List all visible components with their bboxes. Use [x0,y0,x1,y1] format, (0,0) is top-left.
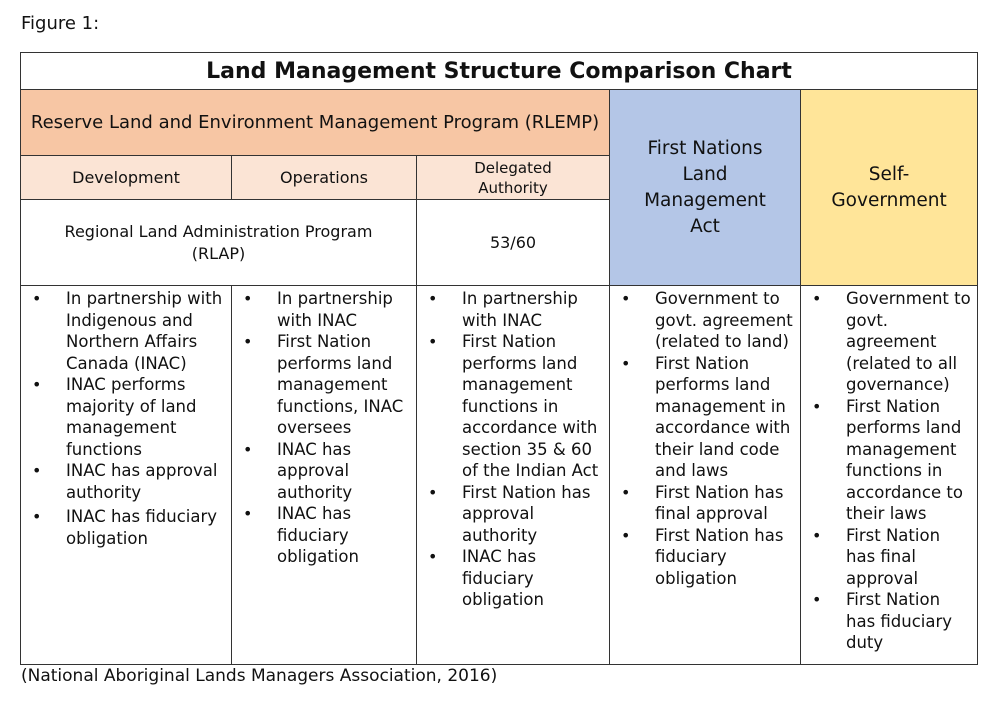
fnlma-header [610,90,801,286]
development-bullets [21,286,232,665]
list-item: • Government to govt. agreement (related to all governance) [801,288,973,396]
list-item: • First Nation has fiduciary duty [801,589,973,654]
development-header: Development [21,156,232,200]
list-item: • First Nation performs land management functions, INAC oversees [232,331,412,439]
list-item: • First Nation performs land management in accordance with their land code and laws [610,353,796,482]
list-item: • In partnership with INAC [232,288,412,331]
bullet-list [801,286,977,654]
self-government-header [801,90,978,286]
list-item: • INAC has fiduciary obligation [232,503,412,568]
list-item: • INAC has approval authority [21,460,227,503]
list-item: • First Nation has final approval [610,482,796,525]
self-government-header-text: Self-Government [831,163,947,211]
bullet-list [417,286,609,611]
rlap-text: Regional Land Administration Program (RLAP) [64,221,373,263]
fnlma-header-text: First Nations Land Management Act [644,137,766,237]
list-item: • First Nation has fiduciary obligation [610,525,796,590]
delegated-authority-header [417,156,610,200]
list-item: • First Nation performs land management functions in accordance with section 35 & 60 of the Indian Act [417,331,605,482]
rlap-cell [21,200,417,286]
section-53-60-cell: 53/60 [417,200,610,286]
list-item: • First Nation has approval authority [417,482,605,547]
operations-bullets [232,286,417,665]
rlemp-header: Reserve Land and Environment Management Program (RLEMP) [21,90,610,156]
list-item: • First Nation performs land management functions in accordance to their laws [801,396,973,525]
list-item: • INAC has approval authority [232,439,412,504]
list-item: • In partnership with INAC [417,288,605,331]
source-citation: (National Aboriginal Lands Managers Association, 2016) [21,666,498,686]
list-item: • Government to govt. agreement (related to land) [610,288,796,353]
bullet-list [232,286,416,568]
self-government-bullets [801,286,978,665]
operations-header: Operations [232,156,417,200]
bullet-list [610,286,800,589]
list-item: • First Nation has final approval [801,525,973,590]
delegated-authority-bullets [417,286,610,665]
list-item: • INAC has fiduciary obligation [21,506,227,549]
fnlma-bullets [610,286,801,665]
list-item: • INAC performs majority of land management functions [21,374,227,460]
delegated-authority-text: Delegated Authority [474,158,552,197]
figure-label: Figure 1: [21,13,100,34]
list-item: • In partnership with Indigenous and Northern Affairs Canada (INAC) [21,288,227,374]
table-title: Land Management Structure Comparison Chart [21,53,978,90]
list-item: • INAC has fiduciary obligation [417,546,605,611]
comparison-table [20,52,978,665]
bullet-list [21,286,231,549]
